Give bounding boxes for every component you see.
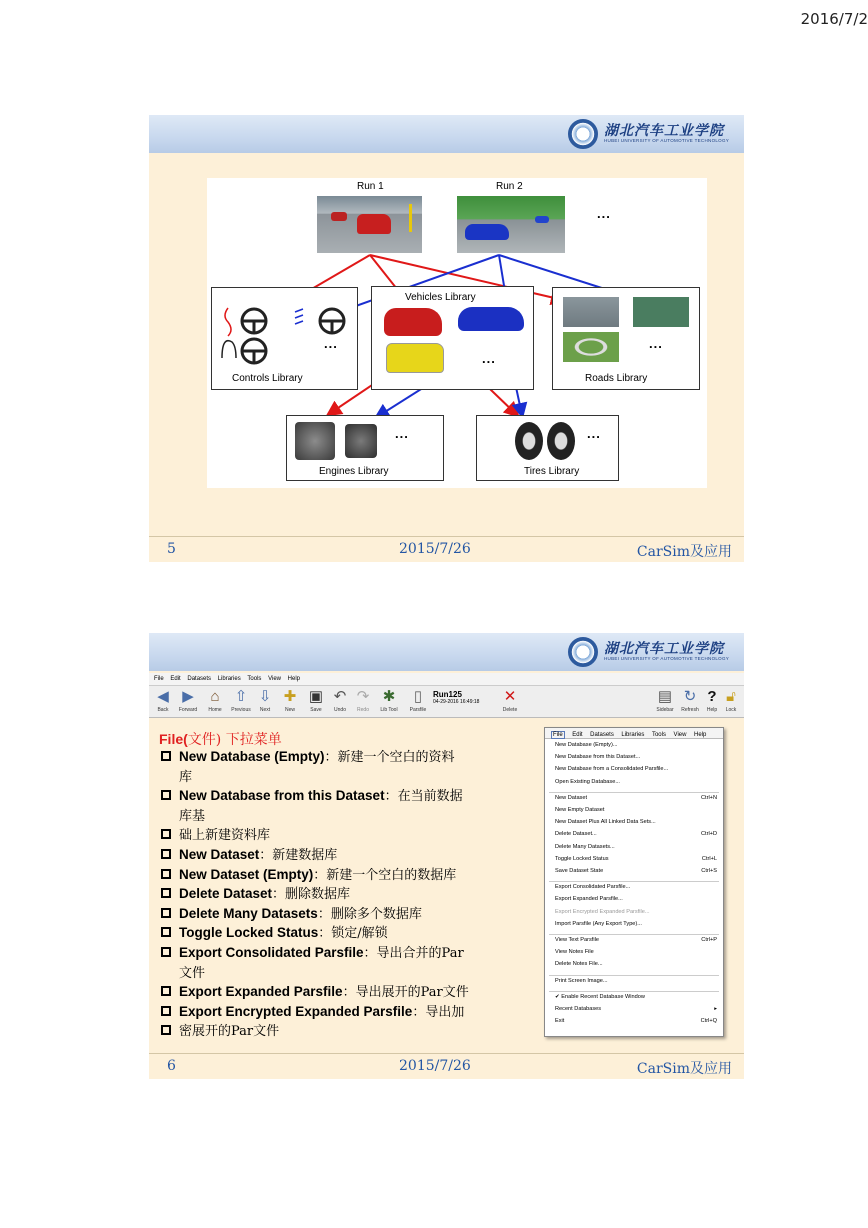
slide-footer [149,536,744,562]
engines-ellipsis: ... [395,426,409,441]
bullet-description: 础上新建资料库 [179,828,271,844]
lib-tool-button[interactable]: ✱ Lib Tool [380,688,398,713]
menu-item-label: Open Existing Database... [555,778,620,785]
file-menu-item[interactable] [555,937,717,949]
bullet-term: New Dataset [179,847,260,862]
menu-datasets[interactable]: Datasets [590,732,614,738]
bullet-term: Export Consolidated Parsfile [179,945,364,960]
bullet-description: ：锁定/解锁 [318,926,388,942]
bullet-item [159,1002,544,1023]
slide-date: 2015/7/26 [399,1058,471,1074]
engine-image-1 [295,422,335,460]
bullet-description: 密展开的Par文件 [179,1024,280,1040]
file-menu-item[interactable] [555,949,717,961]
arrow-down-icon: ⇩ [258,688,272,705]
file-menu-item[interactable] [555,856,717,868]
home-icon: ⌂ [210,688,220,705]
slide-6 [149,633,744,1079]
university-logo [568,119,738,149]
checkbox-bullet-icon [161,1025,171,1035]
bullet-description: 文件 [179,965,206,981]
menu-separator [549,934,719,935]
bullet-description: ：删除数据库 [272,887,351,903]
bullet-item [159,884,544,905]
steering-wheels-icon [212,288,359,368]
bullet-item [159,1021,544,1042]
menu-item-label: Print Screen Image... [555,977,608,984]
back-button[interactable]: ◀ Back [149,688,177,716]
menu-item-label: Delete Dataset... [555,831,597,838]
university-emblem-icon [568,119,598,149]
bullet-item [159,825,544,846]
slide-course-title: CarSim及应用 [636,1061,732,1077]
delete-button[interactable]: ✕ Delete [502,688,518,713]
bullet-description: ：导出加 [412,1004,465,1020]
menu-item-label: View Notes File [555,949,594,956]
checkbox-bullet-icon [161,869,171,879]
forward-button[interactable]: ▶ Forward [178,688,198,713]
bullet-item [159,747,544,768]
file-menu-item[interactable] [555,819,717,831]
menu-item-label: Export Expanded Parsfile... [555,896,623,903]
menu-item-shortcut: Ctrl+Q [700,1018,717,1025]
menu-item-label: New Database from this Dataset... [555,754,641,761]
checkbox-bullet-icon [161,927,171,937]
new-file-icon: ✚ [283,688,297,705]
menu-item-label: Delete Many Datasets... [555,843,615,850]
dropdown-menubar [545,728,723,739]
previous-button[interactable]: ⇧ Previous [231,688,251,713]
menu-file[interactable]: File [154,676,164,682]
slide-5 [149,115,744,562]
file-menu-item[interactable] [555,1018,717,1030]
menu-tools[interactable]: Tools [247,676,262,682]
roads-library-label: Roads Library [585,373,648,384]
run1-image [317,196,422,253]
menu-item-shortcut: Ctrl+S [701,868,717,874]
blue-car-image [458,307,524,331]
current-run-info [433,690,479,705]
checkbox-bullet-icon [161,908,171,918]
menu-item-label: ✔ Enable Recent Database Window [555,993,645,1000]
menu-edit[interactable]: Edit [170,676,181,682]
bullet-term: New Dataset (Empty) [179,866,314,882]
engines-library-label: Engines Library [319,466,389,477]
checkbox-bullet-icon [161,790,171,800]
vehicles-ellipsis: ... [482,351,496,366]
vehicles-library-label: Vehicles Library [405,292,476,303]
menu-file[interactable]: File [553,732,563,738]
menu-datasets[interactable]: Datasets [187,676,212,682]
bullet-description: ：新建数据库 [259,848,338,863]
content-title: File(文件) 下拉菜单 [159,731,282,748]
file-menu-item[interactable] [555,766,717,778]
bullet-item [159,963,544,984]
arrow-left-icon: ◀ [157,688,169,705]
bullet-term: Export Expanded Parsfile [179,984,343,1000]
file-menu-item[interactable] [555,868,717,880]
menu-separator [549,975,719,976]
close-icon: ✕ [503,688,517,705]
menu-item-label: Import Parsfile (Any Export Type)... [555,920,642,927]
university-name: 湖北汽车工业学院 [604,123,724,139]
menu-item-label: New Database from a Consolidated Parsfile... [555,766,669,773]
road-image-1 [563,297,619,327]
tires-library-label: Tires Library [524,466,580,477]
menu-help[interactable]: Help [287,676,301,682]
red-car-image [384,308,442,336]
engines-library-box [286,415,444,481]
file-menu-item[interactable] [555,994,717,1006]
file-menu-item[interactable] [555,754,717,766]
bullet-item [159,904,544,925]
bullet-description: 库基 [179,808,206,824]
bullet-item [159,786,544,807]
undo-icon: ↶ [333,688,347,705]
file-menu-item[interactable] [555,921,717,933]
yellow-suv-image [386,343,444,373]
menu-item-shortcut: Ctrl+P [701,937,717,943]
lock-icon: 🔓︎ [726,688,736,705]
menu-separator [549,792,719,793]
file-menu-item[interactable] [555,742,717,754]
menu-item-label: Recent Databases [555,1006,602,1012]
controls-ellipsis: ... [324,336,338,351]
bullet-term: New Database (Empty) [179,749,325,764]
checkbox-bullet-icon [161,751,171,761]
checkbox-bullet-icon [161,888,171,898]
page-date: 2016/7/2 [800,10,868,28]
run2-image [457,196,565,253]
bullet-term: Delete Dataset [179,886,273,902]
menu-item-label: New Dataset [555,794,588,801]
file-menu-item[interactable] [555,884,717,896]
file-dropdown-menu [544,727,724,1037]
slide-number: 5 [167,541,176,557]
controls-library-label: Controls Library [232,373,303,384]
menu-separator [549,881,719,882]
arrow-up-icon: ⇧ [234,688,248,705]
file-menu-item[interactable] [555,831,717,843]
sidebar-icon: ▤ [657,688,673,705]
menu-item-label: Exit [555,1018,565,1025]
menu-libraries[interactable]: Libraries [217,676,241,682]
menu-item-label: Toggle Locked Status [555,855,609,862]
checkbox-bullet-icon [161,947,171,957]
slide-course-title: CarSim及应用 [636,544,732,560]
menu-help[interactable]: Help [694,732,707,738]
file-menu-item[interactable] [555,844,717,856]
menu-item-label: Save Dataset State [555,868,604,874]
menu-item-label: New Empty Dataset [555,807,605,813]
university-emblem-icon [568,637,598,667]
bullet-description: ：新建一个空白的数据库 [313,867,457,883]
bullet-term: Toggle Locked Status [179,925,319,941]
bullet-description: ：在当前数据 [384,789,463,805]
tires-ellipsis: ... [587,426,601,441]
file-menu-item[interactable] [555,978,717,990]
menu-item-shortcut: Ctrl+L [701,855,717,862]
file-menu-item[interactable] [555,779,717,791]
question-mark-icon: ? [707,688,717,705]
menu-view[interactable]: View [268,676,281,682]
slide-number: 6 [167,1058,176,1074]
bullet-description: ：导出展开的Par文件 [342,985,469,1001]
checkbox-bullet-icon [161,849,171,859]
bullet-item [159,923,544,944]
university-name: 湖北汽车工业学院 [604,641,724,657]
arrow-right-icon: ▶ [182,688,194,705]
next-button[interactable]: ⇩ Next [251,688,279,716]
university-name-en: HUBEI UNIVERSITY OF AUTOMOTIVE TECHNOLOGY [604,138,730,143]
floppy-disk-icon: ▣ [308,688,324,705]
road-image-2 [633,297,689,327]
menu-item-label: Export Consolidated Parsfile... [555,884,631,891]
vehicles-library-box [371,286,534,390]
bullet-term: New Database from this Dataset [179,788,385,804]
menu-item-label: New Database (Empty)... [555,742,618,748]
run-timestamp: 04-29-2016 16:49:18 [433,699,480,705]
checkbox-bullet-icon [161,1006,171,1016]
bullet-item [159,943,544,964]
university-name-en: HUBEI UNIVERSITY OF AUTOMOTIVE TECHNOLOGY [604,656,730,661]
bullet-item [159,806,544,827]
document-icon: ▯ [413,688,423,705]
slide-date: 2015/7/26 [399,541,471,557]
menu-item-label: View Text Parsfile [555,937,599,943]
bullet-description: 库 [179,769,193,785]
parsfile-button[interactable]: ▯ Parsfile [409,688,427,713]
redo-button[interactable]: ↷ Redo [349,688,377,716]
run1-label: Run 1 [357,181,384,192]
file-menu-item[interactable] [555,807,717,819]
menu-separator [549,991,719,992]
new-button[interactable]: ✚ New [276,688,304,716]
run-ellipsis: ... [597,206,611,221]
bullet-term: Export Encrypted Expanded Parsfile [179,1003,413,1019]
road-image-3 [563,332,619,362]
bullet-item [159,767,544,788]
lib-tool-icon: ✱ [382,688,396,705]
menu-view[interactable]: View [673,732,687,738]
file-menu-item[interactable] [555,795,717,807]
refresh-button[interactable]: ↻ Refresh [681,688,699,713]
bullet-item [159,982,544,1003]
roads-library-box [552,287,700,390]
file-menu-item[interactable] [555,961,717,973]
library-diagram [207,178,707,488]
checkbox-bullet-icon [161,829,171,839]
file-menu-item[interactable] [555,909,717,921]
bullet-item [159,845,544,866]
roads-ellipsis: ... [649,336,663,351]
tire-image-1 [515,422,543,460]
carsim-menubar [149,673,744,686]
file-menu-item[interactable] [555,1006,717,1018]
tires-library-box [476,415,619,481]
slide-footer [149,1053,744,1079]
bullet-description: ：删除多个数据库 [317,906,422,922]
run2-label: Run 2 [496,181,523,192]
redo-icon: ↷ [356,688,370,705]
carsim-toolbar [149,686,744,718]
menu-tools[interactable]: Tools [651,732,666,738]
lock-button[interactable]: 🔓︎ Lock [717,688,744,716]
menu-item-label: Export Encrypted Expanded Parsfile... [555,908,650,915]
bullet-description: ：新建一个空白的资料 [324,750,455,765]
menu-item-label: New Dataset Plus All Linked Data Sets... [555,819,656,826]
slide-header [149,633,744,671]
university-logo [568,637,738,667]
menu-item-shortcut: Ctrl+D [700,831,717,838]
controls-library-box [211,287,358,390]
file-menu-item[interactable] [555,896,717,908]
save-button[interactable]: ▣ Save [308,688,324,713]
engine-image-2 [345,424,377,458]
menu-item-shortcut: ▸ [714,1006,717,1012]
sidebar-button[interactable]: ▤ Sidebar [656,688,674,713]
run-name: Run125 [433,690,462,699]
help-button[interactable]: ? Help [698,688,726,716]
bullet-term: Delete Many Datasets [179,905,318,921]
menu-edit[interactable]: Edit [572,732,583,738]
checkbox-bullet-icon [161,986,171,996]
slide-header [149,115,744,153]
home-button[interactable]: ⌂ Home [201,688,229,716]
menu-item-label: Delete Notes File... [555,961,603,968]
menu-libraries[interactable]: Libraries [621,732,645,738]
menu-item-shortcut: Ctrl+N [700,794,717,801]
refresh-icon: ↻ [683,688,697,705]
bullet-item [159,865,544,886]
undo-button[interactable]: ↶ Undo [326,688,354,716]
bullet-description: ：导出合并的Par [363,946,464,961]
tire-image-2 [547,422,575,460]
